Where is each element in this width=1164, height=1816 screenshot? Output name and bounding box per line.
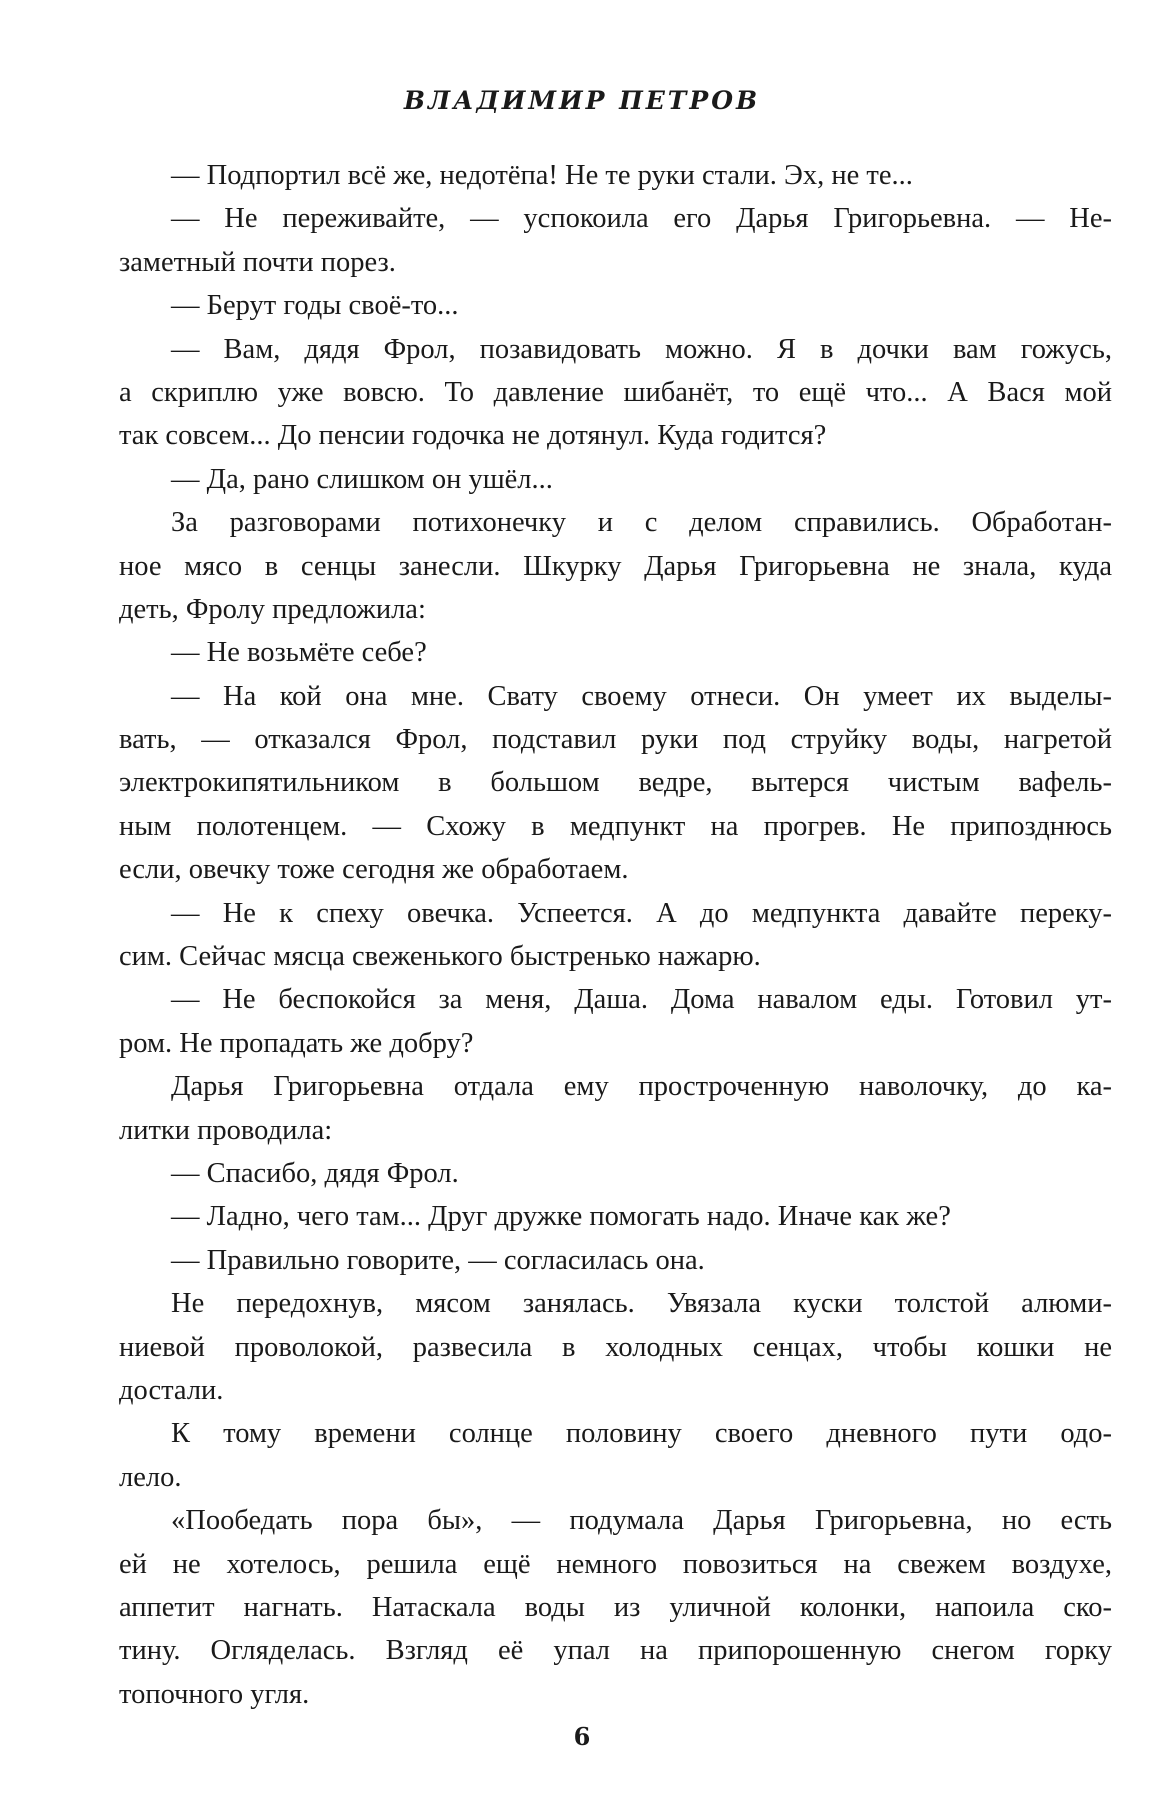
text-line: — Берут годы своё-то... [171, 290, 459, 322]
text-line: Дарья Григорьевна отдала ему простроченную наволочку, до ка- [171, 1071, 1112, 1103]
text-line: достали. [119, 1374, 224, 1406]
text-line: а скриплю уже вовсю. То давление шибанёт, то ещё что... А Вася мой [119, 376, 1112, 408]
text-line: — Не беспокойся за меня, Даша. Дома навалом еды. Готовил ут- [171, 984, 1112, 1016]
text-line: деть, Фролу предложила: [119, 593, 426, 625]
text-line: — Не переживайте, — успокоила его Дарья Григорьевна. — Не- [171, 203, 1112, 235]
text-line: литки проводила: [119, 1114, 333, 1146]
text-line: — Да, рано слишком он ушёл... [171, 463, 553, 495]
text-line: лело. [119, 1461, 182, 1493]
text-line: ное мясо в сенцы занесли. Шкурку Дарья Григорьевна не знала, куда [119, 550, 1112, 582]
text-line: если, овечку тоже сегодня же обработаем. [119, 854, 629, 886]
text-line: — Правильно говорите, — согласилась она. [171, 1244, 705, 1276]
text-line: — Спасибо, дядя Фрол. [171, 1157, 459, 1189]
text-line: К тому времени солнце половину своего дневного пути одо- [171, 1418, 1112, 1450]
text-line: — Вам, дядя Фрол, позавидовать можно. Я в дочки вам гожусь, [171, 333, 1112, 365]
page-number: 6 [573, 1722, 591, 1751]
text-line: — Не к спеху овечка. Успеется. А до медпункта давайте переку- [171, 897, 1112, 929]
running-head-author: ВЛАДИМИР ПЕТРОВ [403, 86, 761, 115]
text-line: тину. Огляделась. Взгляд её упал на припорошенную снегом горку [119, 1635, 1112, 1667]
body-text [119, 154, 1112, 1716]
text-line: — Ладно, чего там... Друг дружке помогать надо. Иначе как же? [171, 1201, 951, 1233]
text-line: вать, — отказался Фрол, подставил руки под струйку воды, нагретой [119, 724, 1112, 756]
text-line: аппетит нагнать. Натаскала воды из уличной колонки, напоила ско- [119, 1591, 1112, 1623]
text-line: — Подпортил всё же, недотёпа! Не те руки стали. Эх, не те... [171, 160, 913, 191]
text-line: топочного угля. [119, 1678, 310, 1710]
text-line: Не передохнув, мясом занялась. Увязала куски толстой алюми- [171, 1288, 1112, 1320]
text-line: — На кой она мне. Свату своему отнеси. Он умеет их выделы- [171, 680, 1112, 712]
text-line: «Пообедать пора бы», — подумала Дарья Григорьевна, но есть [171, 1505, 1112, 1537]
text-line: сим. Сейчас мясца свеженького быстренько нажарю. [119, 941, 761, 973]
text-line: электрокипятильником в большом ведре, вытерся чистым вафель- [119, 767, 1112, 799]
text-line: ниевой проволокой, развесила в холодных сенцах, чтобы кошки не [119, 1331, 1112, 1363]
text-line: заметный почти порез. [119, 246, 396, 278]
text-line: — Не возьмёте себе? [171, 637, 427, 669]
text-line: ным полотенцем. — Схожу в медпункт на прогрев. Не припозднюсь [119, 810, 1112, 842]
text-line: ей не хотелось, решила ещё немного повозиться на свежем воздухе, [119, 1548, 1112, 1580]
text-line: За разговорами потихонечку и с делом справились. Обработан- [171, 507, 1112, 539]
text-line: так совсем... До пенсии годочка не дотянул. Куда годится? [119, 420, 827, 452]
text-line: ром. Не пропадать же добру? [119, 1027, 474, 1059]
